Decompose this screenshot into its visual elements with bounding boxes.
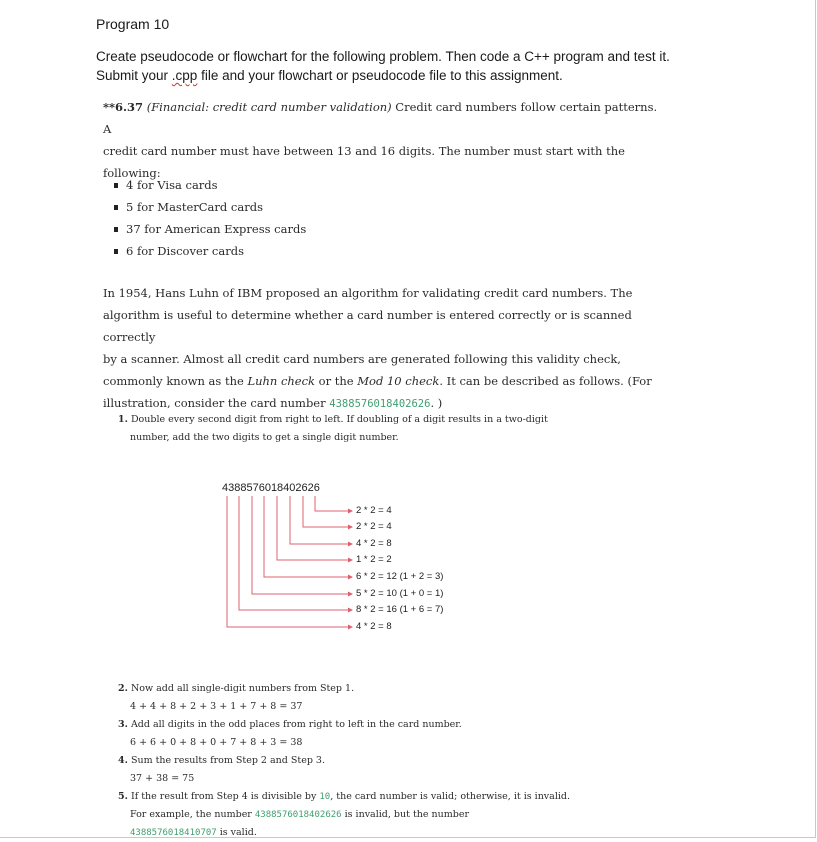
bullet-icon — [114, 205, 118, 210]
page-title: Program 10 — [96, 16, 170, 32]
paragraph-text: illustration, consider the card number — [103, 396, 330, 410]
step-5-example — [118, 806, 570, 824]
step-number: 3. — [118, 719, 128, 730]
step-text: Sum the results from Step 2 and Step 3. — [127, 755, 325, 766]
step-3 — [118, 716, 570, 734]
diagram-result: 4 * 2 = 8 — [356, 538, 392, 549]
step-1 — [118, 411, 548, 447]
textbook-excerpt — [103, 96, 663, 410]
exercise-paragraph — [103, 96, 663, 184]
arrowhead-icon — [348, 509, 353, 514]
step-text: is invalid, but the number — [341, 809, 470, 820]
diagram-result: 5 * 2 = 10 (1 + 0 = 1) — [356, 588, 444, 599]
list-item-text: 6 for Discover cards — [126, 244, 244, 258]
arrowhead-icon — [348, 542, 353, 547]
list-item — [114, 240, 306, 262]
bullet-icon — [114, 183, 118, 188]
diagram-connector — [290, 496, 349, 544]
diagram-card-number: 4388576018402626 — [222, 482, 320, 494]
diagram-connector — [277, 496, 349, 560]
example-card-number: 4388576018402626 — [329, 398, 431, 410]
arrowhead-icon — [348, 592, 353, 597]
step-number: 4. — [118, 755, 128, 766]
step-1-line-2: number, add the two digits to get a single digit number. — [130, 432, 399, 443]
step-5 — [118, 788, 570, 806]
step-4 — [118, 752, 570, 770]
arrowhead-icon — [348, 525, 353, 530]
steps-2-to-5 — [118, 680, 570, 842]
arrowhead-icon — [348, 608, 353, 613]
list-item — [114, 174, 306, 196]
luhn-check-term: Luhn check — [247, 374, 316, 388]
instruction-text: Submit your — [96, 68, 172, 83]
mod10-term: Mod 10 check — [357, 374, 440, 388]
diagram-result: 1 * 2 = 2 — [356, 554, 392, 565]
assignment-instructions — [96, 47, 670, 85]
step-text: Now add all single-digit numbers from Step 1. — [127, 683, 355, 694]
list-item — [114, 218, 306, 240]
bullet-icon — [114, 227, 118, 232]
bullet-icon — [114, 249, 118, 254]
paragraph-text: commonly known as the — [103, 374, 248, 388]
instruction-line-1: Create pseudocode or flowchart for the following problem. Then code a C++ program and test it. — [96, 49, 670, 64]
step-5-example-2 — [118, 824, 570, 842]
diagram-result: 2 * 2 = 4 — [356, 521, 392, 532]
instruction-line-2 — [96, 66, 670, 85]
paragraph-text: . It can be described as follows. (For — [439, 374, 652, 388]
diagram-result: 2 * 2 = 4 — [356, 505, 392, 516]
list-item-text: 37 for American Express cards — [126, 222, 307, 236]
exercise-number: **6.37 — [103, 100, 144, 114]
arrowhead-icon — [348, 558, 353, 563]
step-text: Add all digits in the odd places from right to left in the card number. — [127, 719, 462, 730]
list-item-text: 4 for Visa cards — [126, 178, 218, 192]
instruction-text: file and your flowchart or pseudocode file to this assignment. — [197, 68, 563, 83]
exercise-title: (Financial: credit card number validation) — [146, 100, 392, 114]
diagram-connector — [315, 496, 349, 511]
step-number: 5. — [118, 791, 128, 802]
paragraph-text: or the — [315, 374, 358, 388]
divisor-value: 10 — [319, 792, 331, 802]
diagram-connector — [227, 496, 349, 627]
arrowhead-icon — [348, 575, 353, 580]
paragraph-text: algorithm is useful to determine whether a card number is entered correctly or is scanned correctly — [103, 308, 632, 344]
paragraph-text: by a scanner. Almost all credit card numbers are generated following this validity check, — [103, 352, 621, 366]
valid-card-number: 4388576018410707 — [130, 828, 217, 838]
step-3-calc: 6 + 6 + 0 + 8 + 0 + 7 + 8 + 3 = 38 — [130, 737, 303, 748]
exercise-text: credit card number must have between 13 and 16 digits. The number must start with the — [103, 144, 625, 158]
card-prefix-list — [114, 174, 306, 262]
step-1-line-1 — [118, 411, 548, 429]
step-text: If the result from Step 4 is divisible by — [127, 791, 320, 802]
exercise-text: following: — [103, 166, 161, 180]
diagram-result: 6 * 2 = 12 (1 + 2 = 3) — [356, 571, 444, 582]
step-text: , the card number is valid; otherwise, it is invalid. — [330, 791, 571, 802]
cpp-extension: .cpp — [171, 68, 198, 83]
invalid-card-number: 4388576018402626 — [254, 810, 342, 820]
exercise-text: Credit card numbers follow certain patterns. A — [103, 100, 658, 136]
luhn-paragraph — [103, 282, 663, 415]
step-text: Double every second digit from right to left. If doubling of a digit results in a two-digit — [127, 414, 548, 425]
arrowhead-icon — [348, 625, 353, 630]
step-4-calc: 37 + 38 = 75 — [130, 773, 195, 784]
step-number: 2. — [118, 683, 128, 694]
diagram-result: 8 * 2 = 16 (1 + 6 = 7) — [356, 604, 444, 615]
step-text: For example, the number — [130, 809, 255, 820]
step-number: 1. — [118, 414, 128, 425]
diagram-connectors — [222, 482, 472, 642]
paragraph-text: In 1954, Hans Luhn of IBM proposed an algorithm for validating credit card numbers. The — [103, 286, 633, 300]
diagram-connector — [239, 496, 349, 610]
diagram-result: 4 * 2 = 8 — [356, 621, 392, 632]
paragraph-text: . ) — [430, 396, 443, 410]
step-text: is valid. — [216, 827, 257, 838]
step-2-calc: 4 + 4 + 8 + 2 + 3 + 1 + 7 + 8 = 37 — [130, 701, 303, 712]
step-2 — [118, 680, 570, 698]
list-item-text: 5 for MasterCard cards — [126, 200, 263, 214]
list-item — [114, 196, 306, 218]
